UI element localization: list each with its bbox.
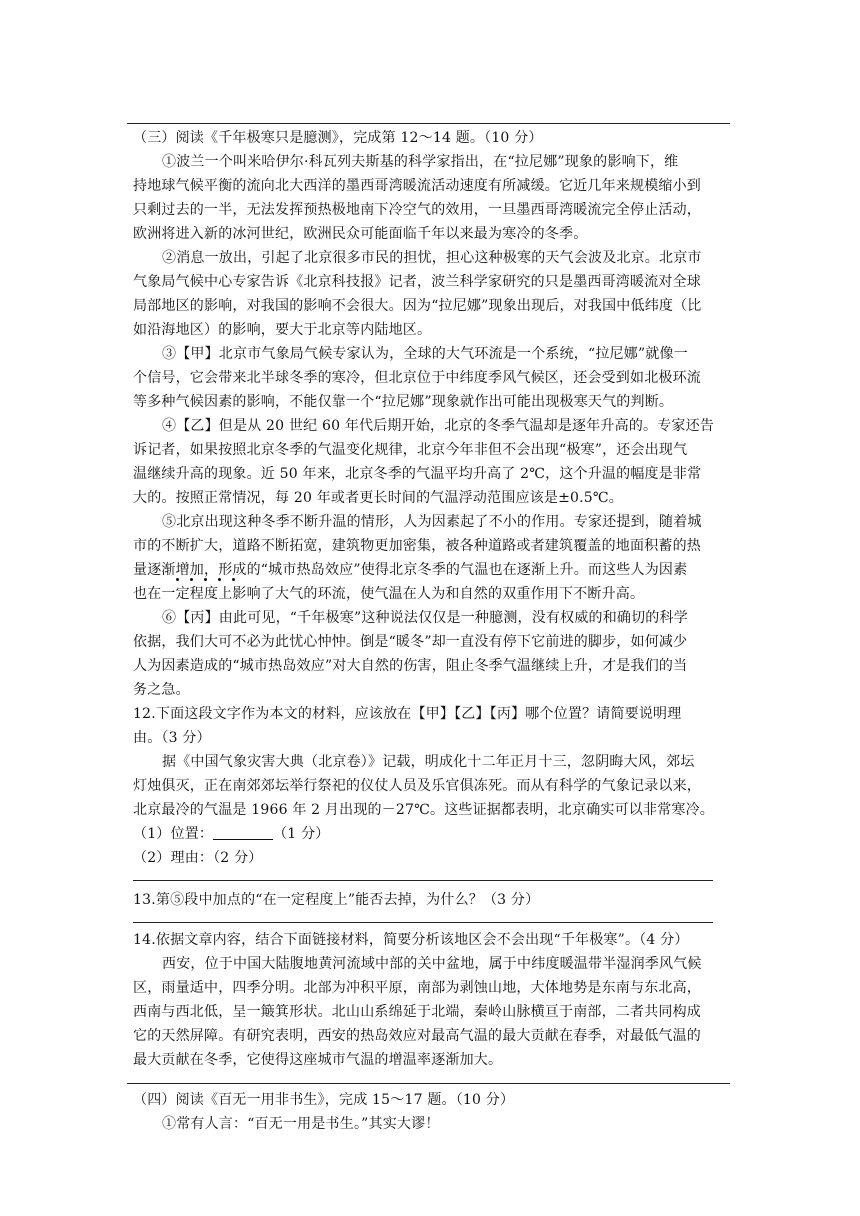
- emphasis-dot: [218, 578, 221, 581]
- paragraph-3-line: 等多种气候因素的影响，不能仅靠一个“拉尼娜”现象就作出可能出现极寒天气的判断。: [133, 394, 674, 410]
- divider: [127, 1083, 730, 1084]
- question-14-material: 西安，位于中国大陆腹地黄河流域中部的关中盆地，属于中纬度暖温带半湿润季风气候: [162, 956, 702, 972]
- paragraph-1-line: 只剩过去的一半，无法发挥预热极地南下冷空气的效用，一旦墨西哥湾暖流完全停止活动，: [133, 202, 701, 218]
- paragraph-4-line: 大的。按照正常情况，每 20 年或者更长时间的气温浮动范围应该是±0.5℃。: [133, 490, 623, 506]
- paragraph-5-line: 也在一定程度上影响了大气的环流，使气温在人为和自然的双重作用下不断升高。: [133, 586, 645, 602]
- paragraph-3-line: ③【甲】北京市气象局气候专家认为，全球的大气环流是一个系统，“拉尼娜”就像一: [162, 346, 688, 362]
- position-label: （1）位置：: [133, 826, 214, 842]
- section-3-heading: （三）阅读《千年极寒只是臆测》，完成第 12～14 题。（10 分）: [133, 130, 543, 146]
- paragraph-5-line: 量逐渐增加，形成的“城市热岛效应”使得北京冬季的气温也在逐渐上升。而这些人为因素: [133, 562, 688, 578]
- paragraph-2-line: 局部地区的影响，对我国的影响不会很大。因为“拉尼娜”现象出现后，对我国中低纬度（比: [133, 298, 702, 314]
- paragraph-1-line: 欧洲将进入新的冰河世纪，欧洲民众可能面临千年以来最为寒冷的冬季。: [133, 226, 588, 242]
- question-12-part-2: （2）理由：（2 分）: [133, 850, 263, 866]
- question-12-stem: 由。（3 分）: [133, 730, 211, 746]
- position-score: （1 分）: [273, 826, 330, 842]
- answer-line[interactable]: [133, 880, 713, 881]
- question-14-stem: 14.依据文章内容，结合下面链接材料，简要分析该地区会不会出现“千年极寒”。（4 分）: [133, 932, 689, 948]
- section-4-paragraph-1: ①常有人言：“百无一用是书生。”其实大谬！: [162, 1116, 440, 1132]
- question-12-part-1: [133, 824, 730, 844]
- paragraph-6-line: 依据，我们大可不必为此忧心忡忡。倒是“暖冬”却一直没有停下它前进的脚步，如何减少: [133, 634, 688, 650]
- emphasis-dot: [204, 578, 207, 581]
- divider: [127, 123, 730, 124]
- question-14-material: 它的天然屏障。有研究表明，西安的热岛效应对最高气温的最大贡献在春季，对最低气温的: [133, 1028, 701, 1044]
- paragraph-2-line: 气象局气候中心专家告诉《北京科技报》记者，波兰科学家研究的只是墨西哥湾暖流对全球: [133, 274, 701, 290]
- paragraph-1-line: ①波兰一个叫米哈伊尔·科瓦列夫斯基的科学家指出，在“拉尼娜”现象的影响下，维: [162, 154, 679, 170]
- question-12-material: 灯烛俱灭，正在南郊郊坛举行祭祀的仪仗人员及乐官俱冻死。而从有科学的气象记录以来，: [133, 778, 701, 794]
- paragraph-4-line: ④【乙】但是从 20 世纪 60 年代后期开始，北京的冬季气温却是逐年升高的。专家还告: [162, 418, 715, 434]
- emphasis-dot: [190, 578, 193, 581]
- paragraph-4-line: 温继续升高的现象。近 50 年来，北京冬季的气温平均升高了 2℃，这个升温的幅度是非常: [133, 466, 702, 482]
- question-12-stem: 12.下面这段文字作为本文的材料，应该放在【甲】【乙】【丙】哪个位置？请简要说明理: [133, 706, 682, 722]
- question-12-material: 北京最冷的气温是 1966 年 2 月出现的－27℃。这些证据都表明，北京确实可以非常寒冷。: [133, 802, 715, 818]
- paragraph-2-line: 如沿海地区）的影响，要大于北京等内陆地区。: [133, 322, 432, 338]
- question-14-material: 西南与西北低，呈一簸箕形状。北山山系绵延于北端，秦岭山脉横亘于南部，二者共同构成: [133, 1004, 701, 1020]
- question-13-stem: 13.第⑤段中加点的“在一定程度上”能否去掉，为什么？（3 分）: [133, 892, 540, 908]
- emphasis-dot: [232, 578, 235, 581]
- paragraph-5-line: ⑤北京出现这种冬季不断升温的情形，人为因素起了不小的作用。专家还提到，随着城: [162, 514, 702, 530]
- paragraph-3-line: 个信号，它会带来北半球冬季的寒冷，但北京位于中纬度季风气候区，还会受到如北极环流: [133, 370, 701, 386]
- paragraph-6-line: ⑥【丙】由此可见，“千年极寒”这种说法仅仅是一种臆测，没有权威的和确切的科学: [162, 610, 688, 626]
- question-14-material: 最大贡献在冬季，它使得这座城市气温的增温率逐渐加大。: [133, 1052, 503, 1068]
- paragraph-5-line: 市的不断扩大，道路不断拓宽，建筑物更加密集，被各种道路或者建筑覆盖的地面积蓄的热: [133, 538, 701, 554]
- question-14-material: 区，雨量适中，四季分明。北部为冲积平原，南部为剥蚀山地，大体地势是东南与东北高，: [133, 980, 701, 996]
- section-4-heading: （四）阅读《百无一用非书生》，完成 15～17 题。（10 分）: [133, 1092, 515, 1108]
- emphasis-dots: [174, 578, 244, 582]
- question-12-material: 据《中国气象灾害大典（北京卷）》记载，明成化十二年正月十三，忽阴晦大风，郊坛: [162, 754, 695, 770]
- answer-line[interactable]: [133, 922, 713, 923]
- paragraph-2-line: ②消息一放出，引起了北京很多市民的担忧，担心这种极寒的天气会波及北京。北京市: [162, 250, 702, 266]
- paragraph-1-line: 持地球气候平衡的流向北大西洋的墨西哥湾暖流活动速度有所减缓。它近几年来规模缩小到: [133, 178, 701, 194]
- emphasis-dot: [176, 578, 179, 581]
- paragraph-6-line: 人为因素造成的“城市热岛效应”对大自然的伤害，阻止冬季气温继续上升，才是我们的当: [133, 658, 688, 674]
- position-answer-blank[interactable]: [213, 825, 273, 840]
- paragraph-4-line: 诉记者，如果按照北京冬季的气温变化规律，北京今年非但不会出现“极寒”，还会出现气: [133, 442, 688, 458]
- paragraph-6-line: 务之急。: [133, 682, 190, 698]
